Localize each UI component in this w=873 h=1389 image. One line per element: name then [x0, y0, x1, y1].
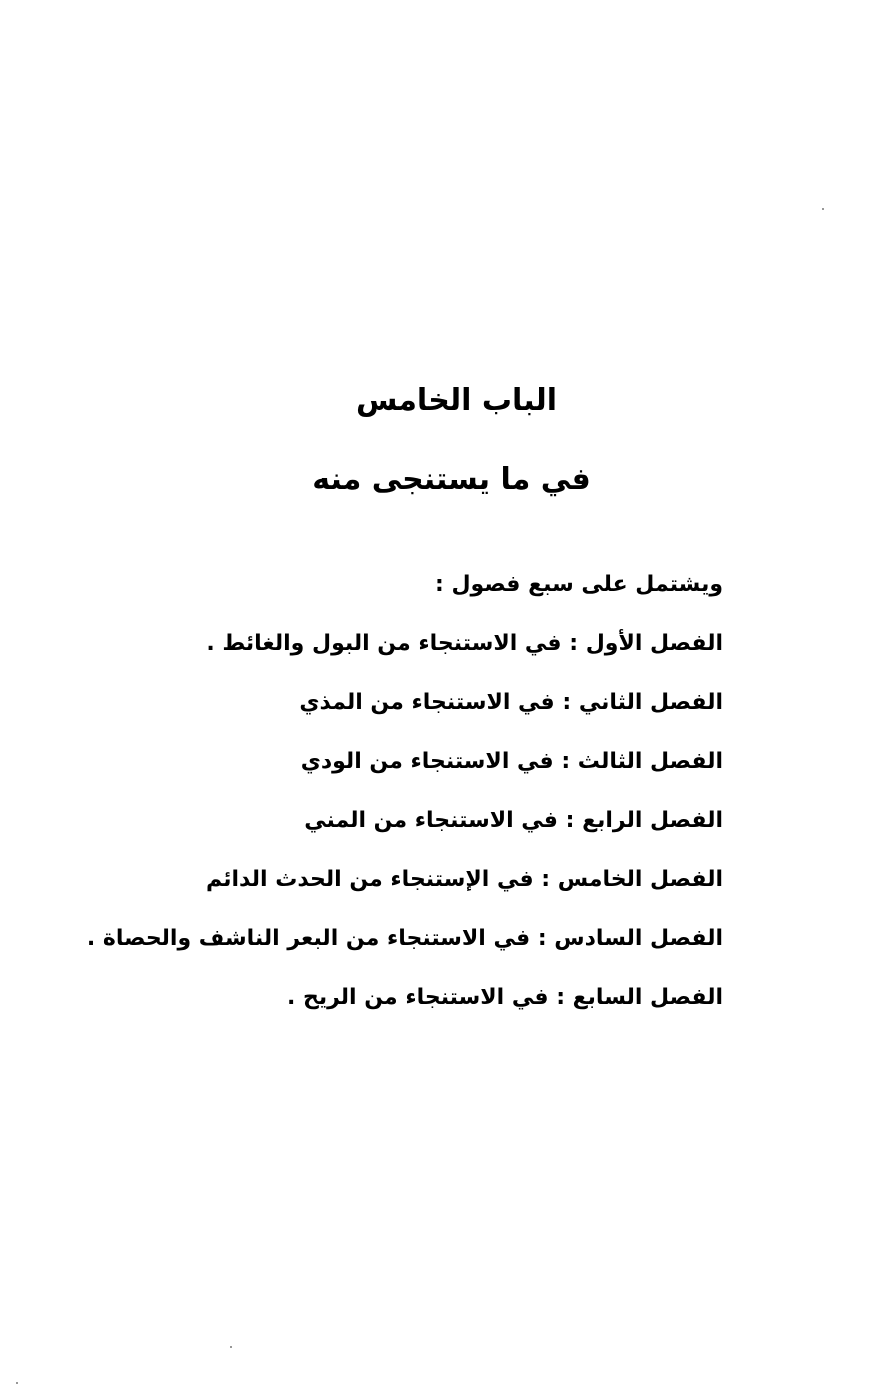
section-item-7: الفصل السابع : في الاستنجاء من الريح . — [286, 985, 723, 1010]
sections-intro: ويشتمل على سبع فصول : — [435, 572, 723, 597]
section-item-5: الفصل الخامس : في الإستنجاء من الحدث الدائم — [206, 867, 723, 892]
section-item-3: الفصل الثالث : في الاستنجاء من الودي — [300, 749, 723, 774]
scan-speck — [16, 1382, 18, 1384]
scan-speck — [822, 208, 824, 210]
section-item-2: الفصل الثاني : في الاستنجاء من المذي — [299, 690, 723, 715]
chapter-subtitle: في ما يستنجى منه — [312, 462, 591, 497]
sections-list — [83, 614, 723, 1027]
section-item-6: الفصل السادس : في الاستنجاء من البعر الناشف والحصاة . — [86, 926, 723, 951]
scan-speck — [230, 1346, 232, 1348]
chapter-title: الباب الخامس — [355, 383, 558, 418]
section-item-1: الفصل الأول : في الاستنجاء من البول والغائط . — [206, 631, 723, 656]
section-item-4: الفصل الرابع : في الاستنجاء من المني — [304, 808, 723, 833]
